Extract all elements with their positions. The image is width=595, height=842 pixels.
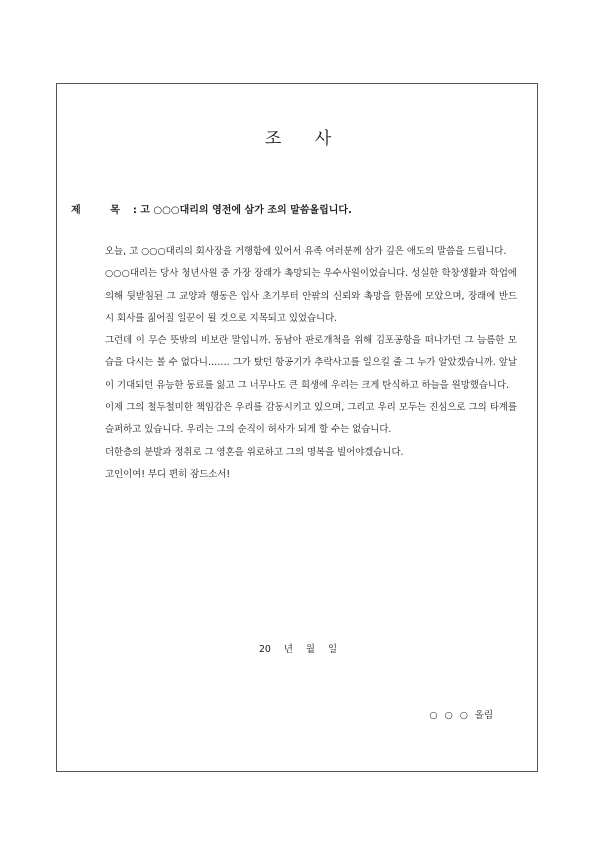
date-line: 20 년 월 일 bbox=[258, 644, 338, 655]
document-title: 조 사 bbox=[264, 129, 346, 149]
subject-line bbox=[71, 201, 352, 216]
paragraph-tribute: 이제 그의 철두철미한 책임감은 우리를 감동시키고 있으며, 그리고 우리 모두는 진심으로 그의 타계를 슬퍼하고 있습니다. 우리는 그의 순직이 허사가 되게 할 수는 없습니다. bbox=[105, 402, 517, 436]
sender-signature: ○ ○ ○ 올림 bbox=[429, 710, 493, 721]
paragraph-resolve: 더한층의 분발과 정취로 그 영혼을 위로하고 그의 명복을 빌어야겠습니다. bbox=[105, 446, 404, 458]
subject-text: : 고 ○○○대리의 영전에 삼가 조의 말씀올립니다. bbox=[132, 205, 352, 216]
paragraph-condolence: 오늘, 고 ○○○대리의 회사장을 거행함에 있어서 유족 여러분께 삼가 깊은 애도의 말씀을 드립니다. bbox=[105, 246, 507, 257]
subject-label: 제 목 bbox=[71, 205, 133, 216]
eulogy-body bbox=[105, 241, 517, 486]
paragraph-farewell: 고인이여! 부디 편히 잠드소서! bbox=[105, 468, 231, 480]
paragraph-accident: 그런데 이 무슨 뜻밖의 비보란 말입니까. 동남아 판로개척을 위해 김포공항을 떠나가던 그 늠름한 모습을 다시는 볼 수 없다니……. 그가 탔던 항공기가 추락사고를 일으킬 줄 그 누가 알았겠습니까. 앞날이 기대되던 유능한 동료를 잃고 그 너무나도 큰 희생에 우리는 크게 탄식하고 하늘을 원망했습니다. bbox=[105, 335, 517, 391]
document-frame bbox=[56, 83, 538, 772]
paragraph-profile: ○○○대리는 당사 청년사원 중 가장 장래가 촉망되는 우수사원이었습니다. 성실한 학창생활과 학업에 의해 뒷받침된 그 교양과 행동은 입사 초기부터 안팎의 신뢰와 촉망을 한몸에 모았으며, 장래에 반드시 회사를 짊어질 일꾼이 될 것으로 지목되고 있었습니다. bbox=[105, 268, 517, 324]
